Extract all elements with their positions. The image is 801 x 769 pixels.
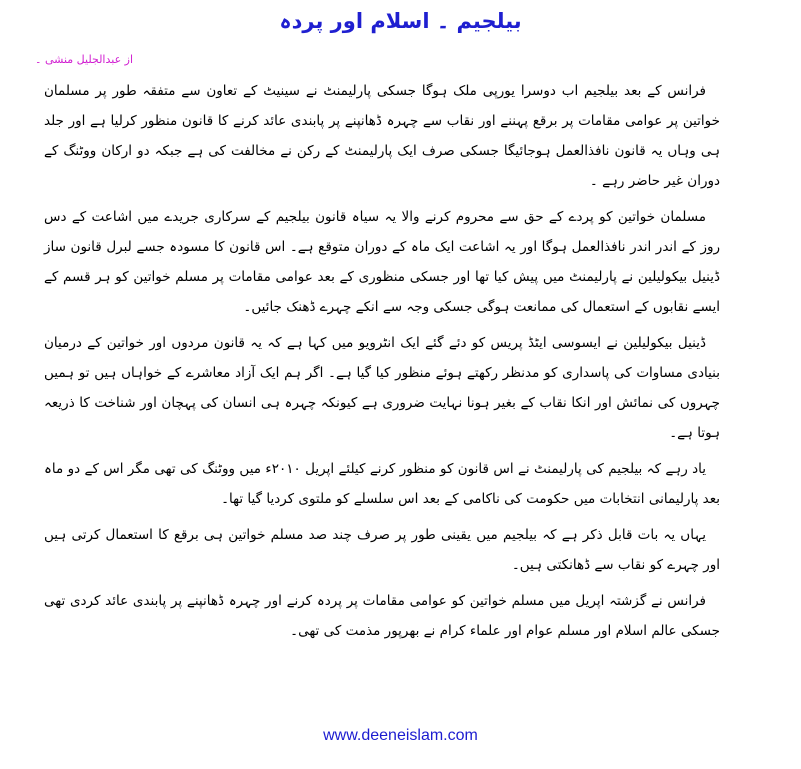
article-paragraph: مسلمان خواتین کو پردے کے حق سے محروم کرنے والا یہ سیاہ قانون بیلجیم کے سرکاری جریدے میں اشاعت کے دس روز کے اندر اندر نافذالعمل ہوگا اور یہ اشاعت ایک ماہ کے دوران متوقع ہے۔ اس قانون کا مسودہ جسے لبرل قانون ساز ڈینیل بیکولیلین نے پارلیمنٹ میں پیش کیا تھا اور جسکی منظوری کے بعد عوامی مقامات پر مسلم خواتین کو ہر قسم کے ایسے نقابوں کے استعمال کی ممانعت ہوگی جسکی وجہ سے انکے چہرے ڈھنک جائیں۔ xyxy=(44,209,720,315)
article-paragraph: فرانس نے گزشتہ اپریل میں مسلم خواتین کو عوامی مقامات پر پردہ کرنے اور چہرہ ڈھانپنے پر پابندی عائد کردی تھی جسکی عالم اسلام اور مسلم عوام اور علماء کرام نے بھرپور مذمت کی تھی۔ xyxy=(44,593,720,639)
website-link[interactable]: www.deeneislam.com xyxy=(323,727,478,744)
article-paragraph: فرانس کے بعد بیلجیم اب دوسرا یورپی ملک ہوگا جسکی پارلیمنٹ نے سینیٹ کے تعاون سے متفقہ طور پر مسلمان خواتین پر عوامی مقامات پر برقع پہننے اور نقاب سے چہرہ ڈھانپنے پر پابندی عائد کرنے کا قانون منظور کرلیا ہے اور جلد ہی وہاں یہ قانون نافذالعمل ہوجائیگا جسکی صرف ایک پارلیمنٹ کے رکن نے مخالفت کی ہے جبکہ دو ارکان ووٹنگ کے دوران غیر حاضر رہے ۔ xyxy=(44,83,720,189)
article-body xyxy=(44,76,720,652)
page-title: بیلجیم ۔ اسلام اور پردہ xyxy=(279,9,522,33)
author-byline: از عبدالجلیل منشی ۔ xyxy=(35,53,133,66)
article-paragraph: ڈینیل بیکولیلین نے ایسوسی ایٹڈ پریس کو دئے گئے ایک انٹرویو میں کہا ہے کہ یہ قانون مردوں اور خواتین کے درمیان بنیادی مساوات کی پاسداری کو مدنظر رکھتے ہوئے منظور کیا گیا ہے۔ اگر ہم ایک آزاد معاشرے کے خواہاں ہیں تو ہمیں چہروں کی نمائش اور انکا نقاب کے بغیر ہونا نہایت ضروری ہے کیونکہ چہرہ ہی انسان کی پہچان اور شناخت کا ذریعہ ہوتا ہے۔ xyxy=(44,335,720,441)
article-paragraph: یاد رہے کہ بیلجیم کی پارلیمنٹ نے اس قانون کو منظور کرنے کیلئے اپریل ۲۰۱۰ء میں ووٹنگ کی تھی مگر اس کے دو ماہ بعد پارلیمانی انتخابات میں حکومت کی ناکامی کے بعد اس سلسلے کو ملتوی کردیا گیا تھا۔ xyxy=(44,461,720,507)
article-paragraph: یہاں یہ بات قابل ذکر ہے کہ بیلجیم میں یقینی طور پر صرف چند صد مسلم خواتین ہی برقع کا استعمال کرتی ہیں اور چہرے کو نقاب سے ڈھانکتی ہیں۔ xyxy=(44,527,720,573)
